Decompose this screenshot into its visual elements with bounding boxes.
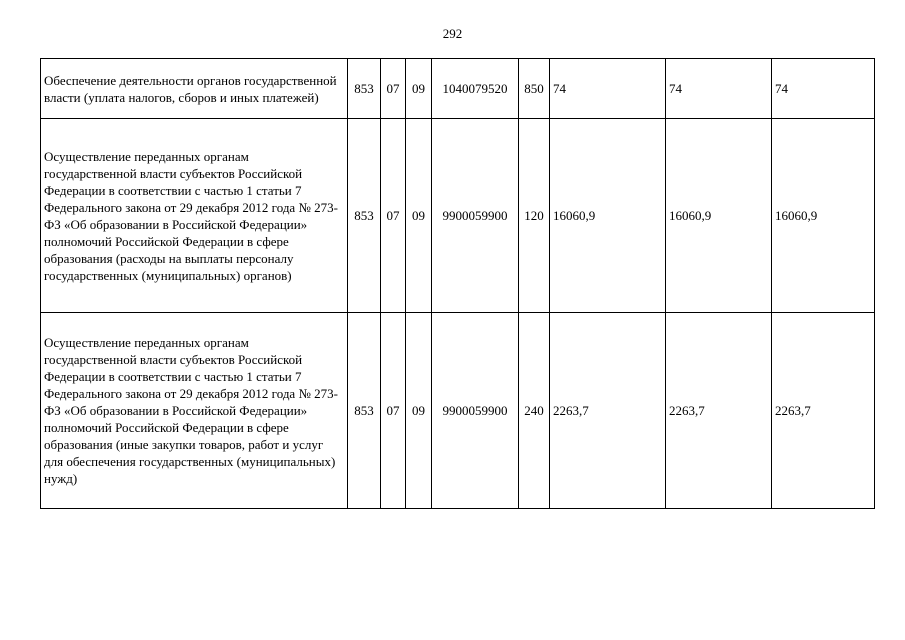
page-number: 292 [442, 26, 463, 41]
table-row [41, 119, 875, 313]
amount-cell-year-2: 16060,9 [666, 119, 772, 313]
csr-cell: 1040079520 [432, 59, 519, 119]
csr-cell: 9900059900 [432, 119, 519, 313]
vr-cell: 120 [519, 119, 550, 313]
razdel-cell: 07 [381, 59, 406, 119]
vr-cell: 240 [519, 313, 550, 509]
table-row [41, 59, 875, 119]
row-description: Осуществление переданных органам государственной власти субъектов Российской Федерации в соответствии с частью 1 статьи 7 Федерального закона от 29 декабря 2012 года № 273-ФЗ «Об образовании в Российской Федерации» полномочий Российской Федерации в сфере образования (иные закупки товаров, работ и услуг для обеспечения государственных (муниципальных) нужд) [41, 313, 348, 509]
amount-cell-year-3: 74 [772, 59, 875, 119]
amount-cell-year-3: 2263,7 [772, 313, 875, 509]
podrazdel-cell: 09 [406, 59, 432, 119]
ved-code-cell: 853 [348, 313, 381, 509]
row-description: Осуществление переданных органам государственной власти субъектов Российской Федерации в соответствии с частью 1 статьи 7 Федерального закона от 29 декабря 2012 года № 273-ФЗ «Об образовании в Российской Федерации» полномочий Российской Федерации в сфере образования (расходы на выплаты персоналу государственных (муниципальных) органов) [41, 119, 348, 313]
podrazdel-cell: 09 [406, 119, 432, 313]
amount-cell-year-2: 2263,7 [666, 313, 772, 509]
amount-cell-year-3: 16060,9 [772, 119, 875, 313]
podrazdel-cell: 09 [406, 313, 432, 509]
row-description: Обеспечение деятельности органов государственной власти (уплата налогов, сборов и иных платежей) [41, 59, 348, 119]
vr-cell: 850 [519, 59, 550, 119]
razdel-cell: 07 [381, 313, 406, 509]
amount-cell-year-1: 74 [550, 59, 666, 119]
csr-cell: 9900059900 [432, 313, 519, 509]
ved-code-cell: 853 [348, 59, 381, 119]
razdel-cell: 07 [381, 119, 406, 313]
amount-cell-year-2: 74 [666, 59, 772, 119]
budget-table [40, 58, 875, 509]
amount-cell-year-1: 16060,9 [550, 119, 666, 313]
ved-code-cell: 853 [348, 119, 381, 313]
table-row [41, 313, 875, 509]
amount-cell-year-1: 2263,7 [550, 313, 666, 509]
